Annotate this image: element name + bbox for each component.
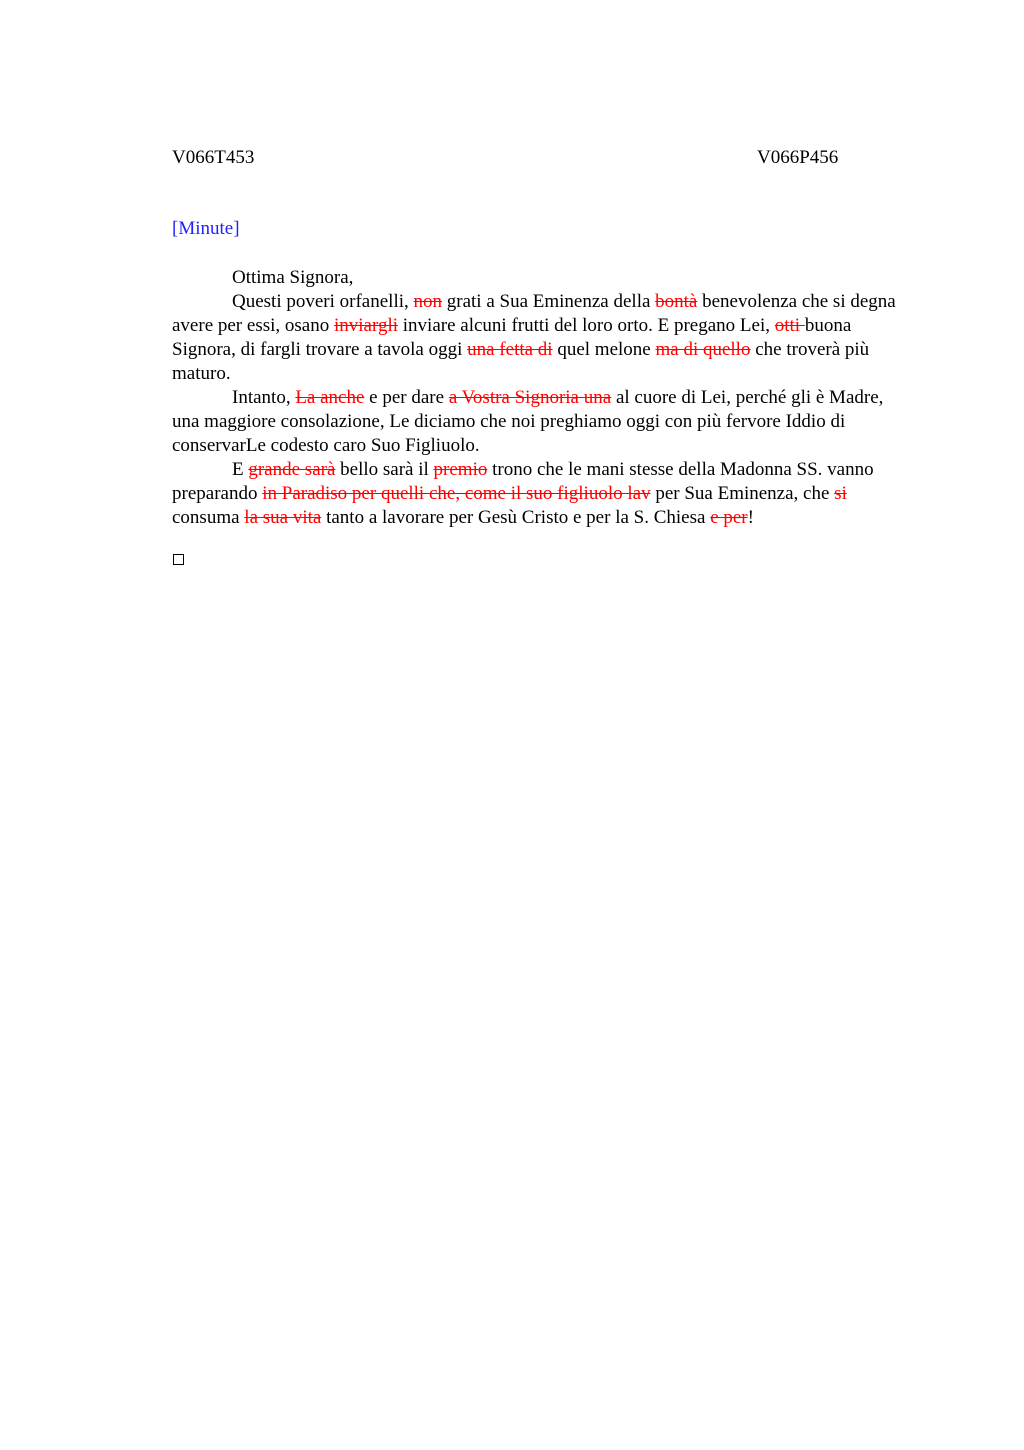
deleted-text: premio <box>433 459 488 480</box>
deleted-text: si <box>834 483 847 504</box>
text: benevolenza che si degna avere per essi, osano <box>172 291 896 336</box>
deleted-text: in Paradiso per quelli che, come il suo figliuolo lav <box>262 483 651 504</box>
deleted-text: bontà <box>655 291 698 312</box>
text: Intanto, <box>232 387 296 408</box>
deleted-text: grande sarà <box>248 459 336 480</box>
text: buona Signora, di fargli trovare a tavola oggi <box>172 315 852 360</box>
paragraph-1 <box>172 290 912 386</box>
deleted-text: a Vostra Signoria una <box>448 387 612 408</box>
minute-label: [Minute] <box>172 218 240 239</box>
document-code-left: V066T453 <box>172 147 255 168</box>
deleted-text: La anche <box>295 387 365 408</box>
text: quel melone <box>552 339 656 360</box>
text: grati a Sua Eminenza della <box>442 291 656 312</box>
text: per Sua Eminenza, che <box>650 483 835 504</box>
deleted-text: otti <box>774 315 805 336</box>
paragraph-2 <box>172 386 912 458</box>
text: e per dare <box>364 387 449 408</box>
text: E <box>232 459 249 480</box>
letter-body <box>172 266 912 530</box>
text: tanto a lavorare per Gesù Cristo e per la S. Chiesa <box>321 507 711 528</box>
text: inviare alcuni frutti del loro orto. E pregano Lei, <box>398 315 775 336</box>
text: trono che le mani stesse della Madonna SS. vanno preparando <box>172 459 874 504</box>
text: Questi poveri orfanelli, <box>232 291 414 312</box>
deleted-text: ma di quello <box>655 339 751 360</box>
document-code-right: V066P456 <box>757 147 839 168</box>
deleted-text: e per <box>710 507 748 528</box>
text: consuma <box>172 507 245 528</box>
deleted-text: una fetta di <box>467 339 553 360</box>
text: che troverà più maturo. <box>172 339 870 384</box>
text: ! <box>747 507 754 528</box>
deleted-text: non <box>413 291 443 312</box>
salutation: Ottima Signora, <box>232 267 354 288</box>
deleted-text: la sua vita <box>244 507 322 528</box>
text: al cuore di Lei, perché gli è Madre, una maggiore consolazione, Le diciamo che noi preghiamo oggi con più fervore Iddio di conservarLe codesto caro Suo Figliuolo. <box>172 387 884 456</box>
text: bello sarà il <box>335 459 434 480</box>
paragraph-3 <box>172 458 912 530</box>
square-outline-icon <box>173 554 184 565</box>
deleted-text: inviargli <box>333 315 399 336</box>
